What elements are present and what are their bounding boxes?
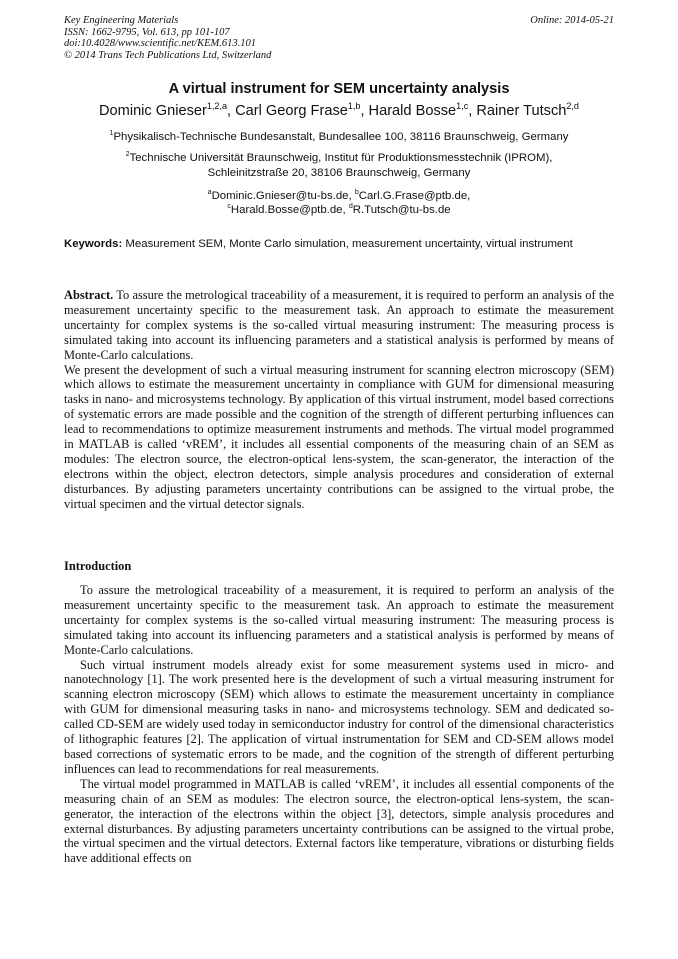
abstract [64,288,614,512]
keywords-text: Measurement SEM, Monte Carlo simulation, measurement uncertainty, virtual instrument [125,238,573,250]
author-sup: 1,2,a [206,101,228,112]
affiliation-text: Technische Universität Braunschweig, Institut für Produktionsmesstechnik (IPROM), [129,152,553,164]
journal-name: Key Engineering Materials [64,15,179,26]
introduction-body [64,583,614,866]
email-sup: c [227,203,231,211]
email-sup: a [207,189,212,197]
author-name: Harald Bosse [368,103,457,119]
abstract-text: To assure the metrological traceability of a measurement, it is required to perform an analysis of the measurement uncertainty specific to the measurement task. An approach to estimate the measurement uncertainty for complex systems is the so-called virtual measuring instrument: The measuring process is simulated taking into account its influencing parameters and a statistical analysis is performed by means of Monte-Carlo calculations. [64,288,615,362]
email-block [64,189,614,217]
email-address[interactable]: Harald.Bosse@ptb.de, [230,204,346,216]
issn-line: ISSN: 1662-9795, Vol. 613, pp 101-107 [64,26,230,38]
paper-title: A virtual instrument for SEM uncertainty analysis [168,81,510,97]
author-name: Carl Georg Frase [235,103,348,119]
abstract-paragraph [64,288,614,363]
author-name: Dominic Gnieser [99,103,207,119]
email-address[interactable]: R.Tutsch@tu-bs.de [352,204,451,216]
affiliation-1 [64,130,614,145]
online-date: Online: 2014-05-21 [530,15,614,26]
author-name: Rainer Tutsch [476,103,567,119]
author-list: Dominic Gnieser$^{1,2,a}$, Carl Georg Frase$^{1,b}$, Harald Bosse$^{1,c}$, Rainer Tutsch$^{2,d}$ [99,101,579,119]
email-sup: d [348,203,353,211]
email-sup: b [354,189,359,197]
body-paragraph: Such virtual instrument models already exist for some measurement systems used in micro- and nanotechnology [1]. The work presented here is the development of such a virtual measuring instrument for scanning electron microscopy (SEM) which allows to estimate the measurement uncertainty in compliance with GUM for dimensional measuring tasks in nano- and microsystems technology. SEM and dedicated so-called CD-SEM are widely used today in semiconductor industry for control of the dimensional characteristics of lithographic features [2]. The application of virtual instrumentation for SEM and CD-SEM allows model based corrections of systematic errors to be made, and the cognition of the strength of different perturbing influences can lead to recommendations for real measurements. [64,657,614,776]
affiliation-number: 1 [109,130,114,138]
keywords [64,237,614,251]
section-heading: Introduction [64,559,132,573]
email-address[interactable]: Carl.G.Frase@ptb.de, [358,190,471,202]
journal-header [64,15,614,61]
affiliation-text: Schleinitzstraße 20, 38106 Braunschweig, Germany [207,167,471,179]
author-sup: 1,c [456,101,469,112]
affiliation-text: Physikalisch-Technische Bundesanstalt, Bundesallee 100, 38116 Braunschweig, Germany [113,131,569,143]
body-paragraph: To assure the metrological traceability of a measurement, it is required to perform an analysis of the measurement uncertainty specific to the measurement task. An approach to estimate the measurement uncertainty for complex systems is the so-called virtual measuring instrument: The measuring process is simulated taking into account its influencing parameters and a statistical analysis is performed by means of Monte-Carlo calculations. [64,583,614,657]
affiliation-2 [64,151,614,181]
body-paragraph: The virtual model programmed in MATLAB is called ‘vREM’, it includes all essential components of the measuring chain of an SEM as modules: The electron source, the electron-optical lens-system, the scan-generator, the interaction of the electrons within the object [3], detectors, simple analysis procedures and external disturbances. By adjusting parameters uncertainty contributions can be assigned to the virtual probe, the virtual specimen and the virtual detectors. External factors like temperature, vibrations or disturbing fields have additional effects on [64,776,614,866]
abstract-paragraph: We present the development of such a virtual measuring instrument for scanning electron microscopy (SEM) which allows to estimate the measurement uncertainty in compliance with GUM for dimensional measuring tasks in nano- and microsystems technology. By application of this virtual instrument, model based corrections of systematic errors are made possible and the cognition of the strength of different perturbing influences can lead to recommendations to optimize measurement instruments and methods. The virtual model programmed in MATLAB is called ‘vREM’, it includes all essential components of the measuring chain of an SEM as modules: The electron source, the electron-optical lens-system, the scan-generator, the interaction of the electrons within the object, electron detectors, simple analysis procedures and consideration of external disturbances. By adjusting parameters uncertainty contributions can be assigned to the virtual probe, the virtual specimen and the virtual detector signals. [64,362,614,511]
keywords-label: Keywords: [64,238,123,250]
author-sup: 1,b [347,101,361,112]
affiliation-number: 2 [125,151,130,159]
doi-line: doi:10.4028/www.scientific.net/KEM.613.101 [64,38,256,49]
abstract-label: Abstract. [64,288,114,302]
copyright-line: © 2014 Trans Tech Publications Ltd, Switzerland [64,49,272,61]
author-sup: 2,d [566,101,579,112]
email-address[interactable]: Dominic.Gnieser@tu-bs.de, [211,190,352,202]
